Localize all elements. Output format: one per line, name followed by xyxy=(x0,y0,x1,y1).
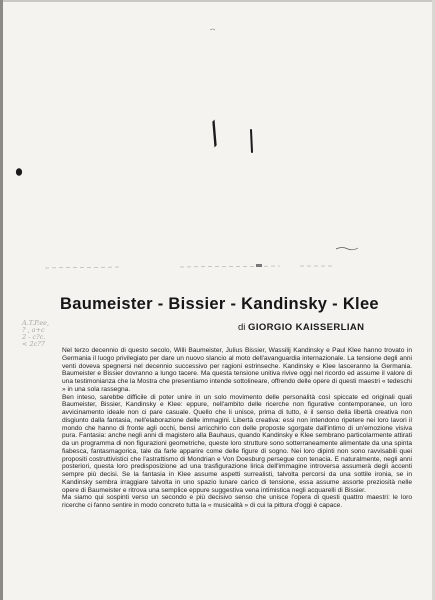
pencil-line-4: < 2c?7 xyxy=(22,340,45,348)
artwork-stroke-mid xyxy=(251,130,252,152)
article-byline xyxy=(238,322,364,333)
artwork-spot-left xyxy=(16,169,21,175)
pencil-line-3: 2 - c?c. xyxy=(22,333,46,341)
pencil-annotation xyxy=(22,320,62,348)
artwork-smudge-top xyxy=(210,29,215,30)
article-body xyxy=(62,347,412,510)
paragraph-3: Ma siamo qui sospinti verso un secondo e più decisivo senso che unisce l'opera di questi quattro maestri: le loro ricerche ci fanno sentire in modo concreto tutta la « musicalità » di cui la pittura d'oggi è capace. xyxy=(62,494,412,509)
artwork-illustration xyxy=(0,0,435,280)
pencil-line-1: A.T.P.ee, xyxy=(22,319,50,327)
author-name: GIORGIO KAISSERLIAN xyxy=(248,322,365,333)
pencil-line-2: ? , a+c xyxy=(22,326,45,334)
artwork-baseline xyxy=(45,266,332,268)
artwork-baseline-mark xyxy=(256,264,262,267)
byline-prefix: di xyxy=(238,322,246,333)
artwork-sketch-line xyxy=(336,248,358,250)
article-title: Baumeister - Bissier - Kandinsky - Klee xyxy=(60,295,379,313)
artwork-strokes xyxy=(16,29,358,268)
paragraph-1: Nel terzo decennio di questo secolo, Willi Baumeister, Julius Bissier, Wassilij Kandinsky e Paul Klee hanno trovato in Germania il luogo privilegiato per dare un nuovo slancio al moto dell'avanguardia internazionale. La tensione degli anni venti doveva spegnersi nel decennio successivo per ragioni estrinseche. Kandinsky e Klee lasceranno la Germania. Baumeister e Bissier dovranno a lungo tacere. Ma questa tensione unitiva rivive oggi nel ricordo ed assume il valore di una testimonianza che la Mostra che presentiamo intende sottolineare, offrendo delle opere di questi maestri « tedeschi » in una sola rassegna. xyxy=(62,347,412,393)
artwork-stroke-center xyxy=(213,121,216,146)
paragraph-2: Ben inteso, sarebbe difficile di poter unire in un solo movimento delle personalità così spiccate ed originali quali Baumeister, Bissier, Kandinsky e Klee: eppure, nell'ambito delle ricerche non figurative contemporanee, un loro avvicinamento ideale non ci pare casuale. Quello che li unisce, prima di tutto, è il senso della libertà creativa non disgiunto dalla fantasia, nell'elaborazione delle immagini. Libertà creativa: essi non intendono ripetere nei loro lavori il mondo che hanno di fronte agli occhi, bensì arricchirlo con delle proposte sgorgate dall'intimo di un'emozione visiva pura. Fantasia: anche negli anni di magistero alla Bauhaus, quando Kandinsky e Klee sembrano particolarmente attirati da un programma di non figurazioni geometriche, queste loro strutture sono sotterraneamente alimentate da una spinta fiabesca, fantasmagorica, tale da farle apparire come delle figure di sogno. Nei loro dipinti non sono ravvisabili quei propositi costruttivistici che l'astrattismo di Mondrian e Von Doesburg persegue con tenacia. E naturalmente, negli anni posteriori, questa loro predisposizione ad una trasfigurazione lirica dell'immagine introversa assumerà degli accenti sempre più decisi. Se la fantasia in Klee assume aspetti surrealisti, talvolta percorsi da una sottile ironia, se in Kandinsky sembra irraggiare talvolta in uno spazio lunare carico di tensione, essa assume assorte preziosità nelle opere di Baumeister e ritrova una semplice eppure suggestiva vena intimistica negli acquarelli di Bissier. xyxy=(62,393,412,494)
